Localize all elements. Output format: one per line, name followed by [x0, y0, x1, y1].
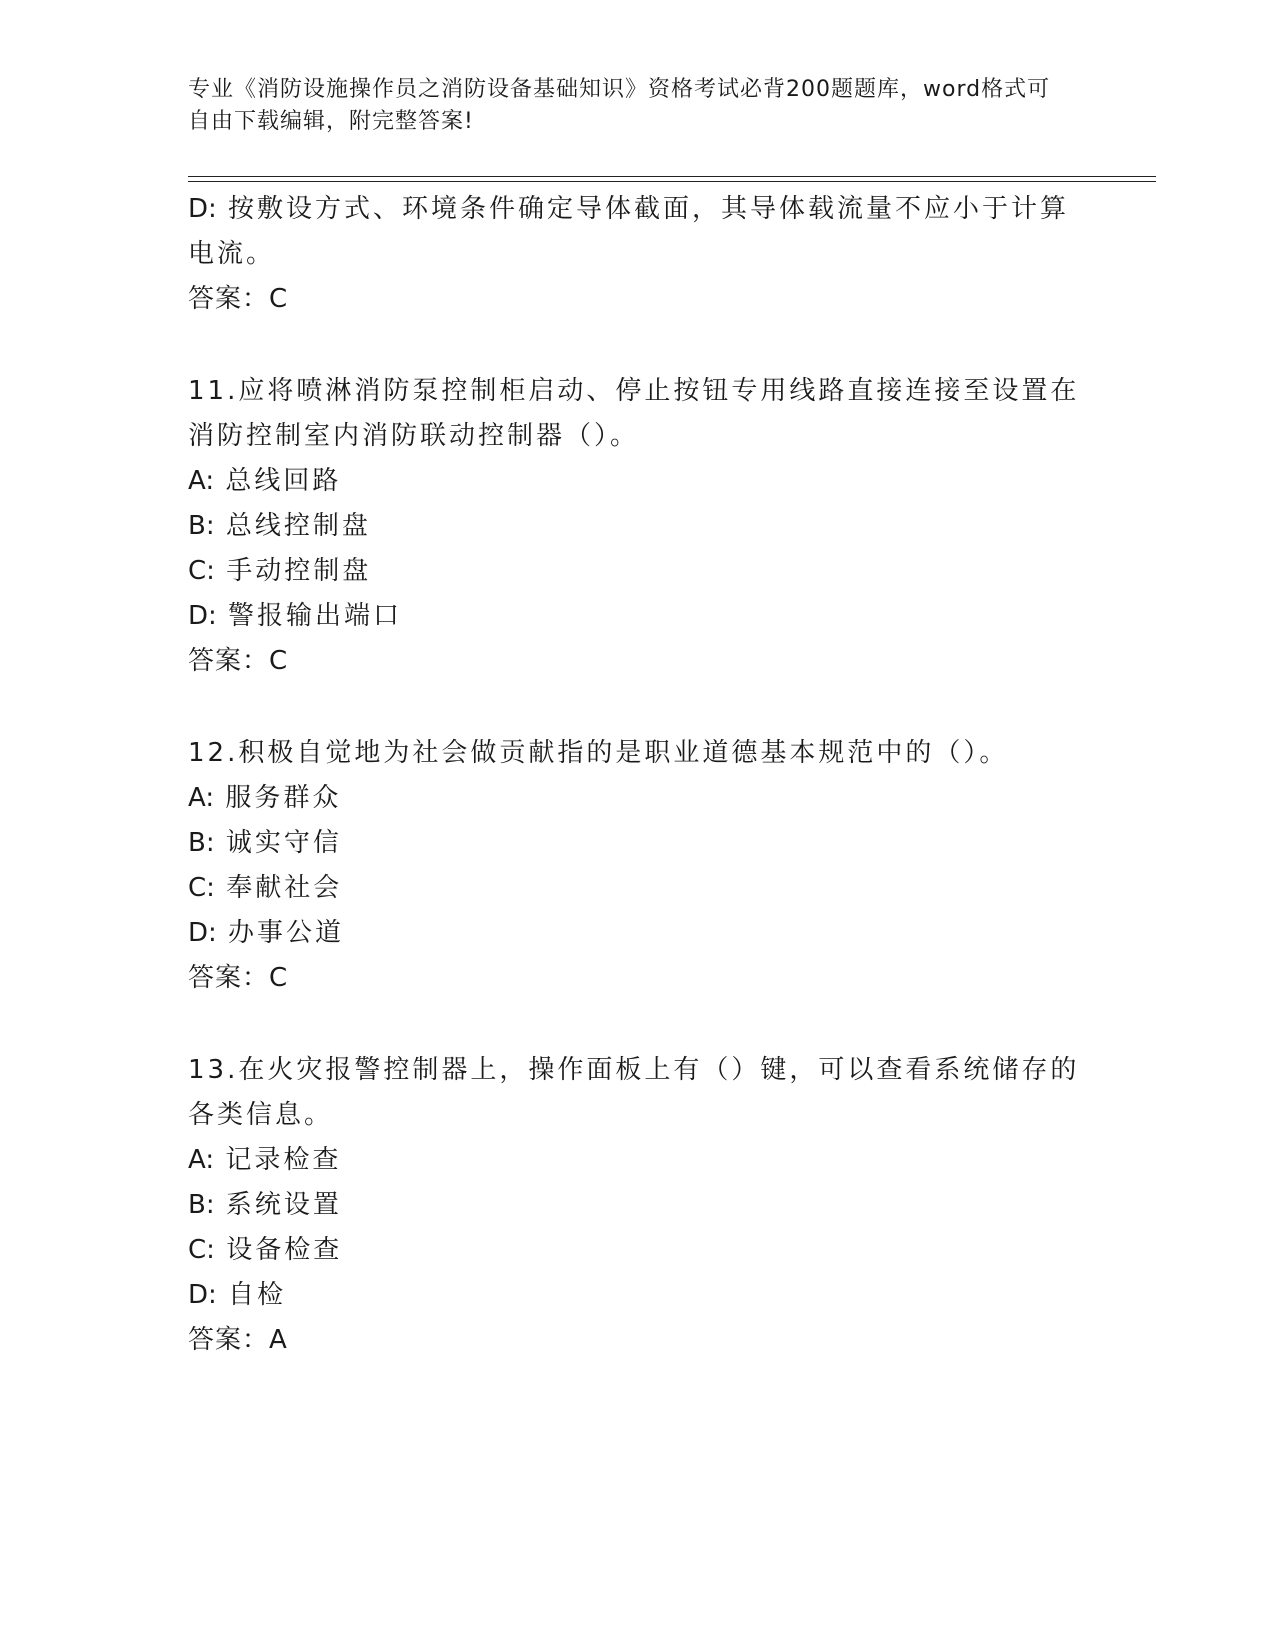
- option-a: [188, 776, 1088, 821]
- option-c: [188, 549, 1088, 594]
- option-text: 警报输出端口: [228, 601, 403, 631]
- option-label: B:: [188, 1190, 215, 1220]
- option-label: C:: [188, 873, 215, 903]
- question-stem: 13.在火灾报警控制器上，操作面板上有（）键，可以查看系统储存的各类信息。: [188, 1055, 1080, 1130]
- option-label: A:: [188, 466, 215, 496]
- option-label: D:: [188, 601, 217, 631]
- option-b: [188, 821, 1088, 866]
- question-stem: 11.应将喷淋消防泵控制柜启动、停止按钮专用线路直接连接至设置在消防控制室内消防联动控制器（）。: [188, 376, 1080, 451]
- answer: 答案：A: [188, 1325, 288, 1355]
- option-label: D:: [188, 918, 217, 948]
- question-13: [188, 1048, 1088, 1363]
- option-label: C:: [188, 556, 215, 586]
- answer: 答案：C: [188, 284, 289, 314]
- option-a: [188, 459, 1088, 504]
- option-text: 设备检查: [226, 1235, 343, 1265]
- option-c: [188, 1228, 1088, 1273]
- option-label: A:: [188, 783, 215, 813]
- header-rule-top: [188, 176, 1156, 177]
- option-text: 记录检查: [225, 1145, 342, 1175]
- option-label: D:: [188, 1280, 217, 1310]
- option-text: 总线回路: [225, 466, 342, 496]
- option-d: [188, 1273, 1088, 1318]
- answer: 答案：C: [188, 646, 289, 676]
- option-a: [188, 1138, 1088, 1183]
- option-text: 系统设置: [225, 1190, 342, 1220]
- option-text: 自检: [228, 1280, 287, 1310]
- previous-question-tail: [188, 187, 1088, 322]
- question-11: [188, 369, 1088, 684]
- document-body: [188, 187, 1088, 1363]
- header-rule-bottom: [188, 181, 1156, 182]
- document-header: 专业《消防设施操作员之消防设备基础知识》资格考试必背200题题库，word格式可自由下载编辑，附完整答案!: [188, 77, 1051, 134]
- option-label: C:: [188, 1235, 215, 1265]
- option-text: 诚实守信: [225, 828, 342, 858]
- option-text: 奉献社会: [226, 873, 343, 903]
- option-b: [188, 1183, 1088, 1228]
- option-text: 按敷设方式、环境条件确定导体截面，其导体载流量不应小于计算电流。: [188, 194, 1070, 269]
- option-label: B:: [188, 511, 215, 541]
- option-d: [188, 187, 1088, 277]
- option-d: [188, 911, 1088, 956]
- question-12: [188, 731, 1088, 1001]
- option-label: D:: [188, 194, 217, 224]
- option-text: 总线控制盘: [225, 511, 371, 541]
- option-label: A:: [188, 1145, 215, 1175]
- option-label: B:: [188, 828, 215, 858]
- option-text: 办事公道: [228, 918, 345, 948]
- answer: 答案：C: [188, 963, 289, 993]
- option-text: 手动控制盘: [226, 556, 372, 586]
- option-b: [188, 504, 1088, 549]
- question-stem: 12.积极自觉地为社会做贡献指的是职业道德基本规范中的（）。: [188, 738, 1009, 768]
- option-c: [188, 866, 1088, 911]
- option-d: [188, 594, 1088, 639]
- option-text: 服务群众: [225, 783, 342, 813]
